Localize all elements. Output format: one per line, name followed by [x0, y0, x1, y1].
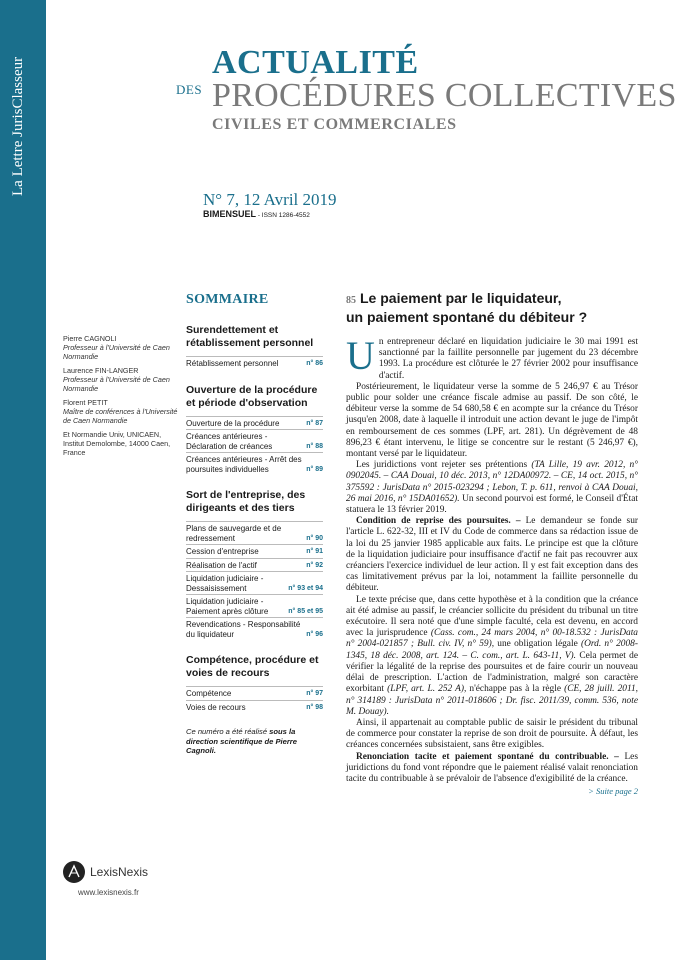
issn: - ISSN 1286-4552 [256, 212, 310, 219]
section-heading: Sort de l'entreprise, des dirigeants et des tiers [186, 489, 306, 514]
sommaire-section [186, 654, 323, 713]
sommaire-entry[interactable]: Revendications - Responsabilité du liquidateur n° 96 [186, 617, 323, 640]
article [346, 290, 638, 797]
masthead-des: DES [176, 82, 203, 97]
sommaire-section [186, 384, 323, 476]
sommaire-entry[interactable]: Créances antérieures - Arrêt des poursuites individuelles n° 89 [186, 452, 323, 475]
sommaire-entry[interactable]: Rétablissement personnel n° 86 [186, 356, 323, 370]
publisher-logo [62, 860, 148, 884]
sommaire-section [186, 324, 323, 370]
author-entry: Pierre CAGNOLI Professeur à l'Université de Caen Normandie [63, 334, 170, 361]
sommaire-entry[interactable]: Liquidation judiciaire - Paiement après clôture n° 85 et 95 [186, 594, 323, 617]
sommaire [186, 292, 323, 756]
sommaire-entry[interactable]: Liquidation judiciaire - Dessaisissement n° 93 et 94 [186, 571, 323, 594]
website-link[interactable]: www.lexisnexis.fr [78, 888, 139, 897]
editorial-note: Ce numéro a été réalisé sous la direction scientifique de Pierre Cagnoli. [186, 727, 297, 755]
paragraph: Un entrepreneur déclaré en liquidation judiciaire le 30 mai 1991 est sanctionné par la faillite personnelle par jugement du 23 décembre 1993. La procédure est clôturée le 27 février 2002 pour insuffisance d'actif. [346, 333, 638, 381]
sommaire-section [186, 489, 323, 640]
continued-link[interactable]: > Suite page 2 [588, 786, 638, 797]
section-heading: Compétence, procédure et voies de recours [186, 654, 319, 679]
sommaire-entry[interactable]: Ouverture de la procédure n° 87 [186, 416, 323, 430]
paragraph: Condition de reprise des poursuites. – Le demandeur se fonde sur l'article L. 622-32, III et IV du Code de commerce dans sa rédaction issue de la loi du 25 janvier 1985 applicable aux faits. Le principe est que la clôture de la liquidation judiciaire pour insuffisance d'actif ne fait pas recouvrer aux créanciers l'exercice individuel de leur action. Il y est fait exception dans des cas limitativement prévus par la loi, notamment la faillite personnelle du débiteur. [346, 516, 638, 594]
article-title: 85 Le paiement par le liquidateur, un paiement spontané du débiteur ? [346, 290, 588, 325]
author-entry: Et Normandie Univ, UNICAEN, Institut Demolombe, 14000 Caen, France [63, 430, 171, 457]
sommaire-entry[interactable]: Compétence n° 97 [186, 686, 323, 700]
sommaire-entry[interactable]: Réalisation de l'actif n° 92 [186, 558, 323, 572]
author-entry: Laurence FIN-LANGER Professeur à l'Université de Caen Normandie [63, 366, 170, 393]
issue-number-date: N° 7, 12 Avril 2019 [203, 190, 337, 209]
sommaire-entry[interactable]: Cession d'entreprise n° 91 [186, 544, 323, 558]
lexisnexis-logo-icon [62, 860, 86, 884]
sidebar-band [0, 0, 46, 960]
paragraph: Le texte précise que, dans cette hypothèse et à la condition que la créance ait été admise au passif, le créancier sollicite du président du tribunal un titre exécutoire. Il sera noté que d'une simple faculté, cela est devenu, en accord avec la jurisprudence (Cass. com., 24 mars 2004, n° 00-18.532 : JurisData n° 2004-021857 ; Bull. civ. IV, n° 59), une obligation légale (Ord. n° 2008-1345, 18 déc. 2008, art. 124. – C. com., art. L. 643-11, V). Cela permet de vérifier la légalité de la reprise des poursuites et de faire courir un nouveau délai de prescription. L'action de l'administration, malgré son caractère exorbitant (LPF, art. L. 252 A), n'échappe pas à la règle (CE, 28 juill. 2011, n° 314189 : JurisData n° 2011-018606 ; Dr. fisc. 2011/39, comm. 536, note M. Douay). [346, 594, 639, 717]
article-body [346, 333, 639, 797]
article-number: 85 [346, 295, 356, 306]
paragraph: Ainsi, il appartenait au comptable public de saisir le président du tribunal de commerce pour constater la reprise de son droit de poursuite. À défaut, les créances concernées subsistaient, sans être exigibles. [346, 717, 638, 751]
section-heading: Ouverture de la procédure et période d'observation [186, 383, 318, 409]
sidebar-title: La Lettre JurisClasseur [10, 56, 26, 196]
section-heading: Surendettement et rétablissement personnel [186, 324, 314, 349]
paragraph: Postérieurement, le liquidateur verse la somme de 5 246,97 € au Trésor public pour solder une créance fiscale admise au passif. De son côté, le débiteur verse la somme de 54 680,58 € en acompte sur la créance du Trésor jusqu'en 2008, date à laquelle il introduit une action devant le juge de l'impôt en remboursement de ces sommes (LPF, art. 281). Un dégrèvement de 48 896,23 € étant intervenu, le litige se concentre sur le restant (5 246,97 €), montant versé par le liquidateur. [346, 381, 638, 460]
paragraph: Renonciation tacite et paiement spontané du contribuable. – Les juridictions du fond vont répondre que le paiement réalisé valait renonciation tacite du contribuable à se prévaloir de l'absence d'exigibilité de la créance. [346, 751, 638, 784]
drop-cap: U [346, 333, 375, 378]
logo-text: LexisNexis [90, 865, 149, 879]
author-entry: Florent PETIT Maître de conférences à l'Université de Caen Normandie [63, 398, 178, 425]
paragraph: Les juridictions vont rejeter ses prétentions (TA Lille, 19 avr. 2012, n° 0902045. – CAA Douai, 10 déc. 2013, n° 12DA00972. – CE, 14 oct. 2015, n° 375592 : JurisData n° 2015-023294 ; Lebon, T. p. 611, renvoi à CAA Douai, 26 mai 2016, n° 15DA01652). Un second pourvoi est formé, le Conseil d'État statuera le 13 février 2019. [346, 460, 639, 516]
sommaire-entry[interactable]: Voies de recours n° 98 [186, 700, 323, 714]
masthead-line2: PROCÉDURES COLLECTIVES [212, 77, 677, 114]
masthead-line3: CIVILES ET COMMERCIALES [212, 116, 457, 133]
sommaire-entry[interactable]: Créances antérieures - Déclaration de créances n° 88 [186, 429, 323, 452]
masthead-line1: ACTUALITÉ [212, 44, 419, 81]
issue-frequency: BIMENSUEL - ISSN 1286-4552 [203, 209, 310, 219]
authors-list [63, 334, 183, 462]
sommaire-title: SOMMAIRE [186, 292, 269, 307]
sommaire-entry[interactable]: Plans de sauvegarde et de redressement n° 90 [186, 521, 323, 544]
